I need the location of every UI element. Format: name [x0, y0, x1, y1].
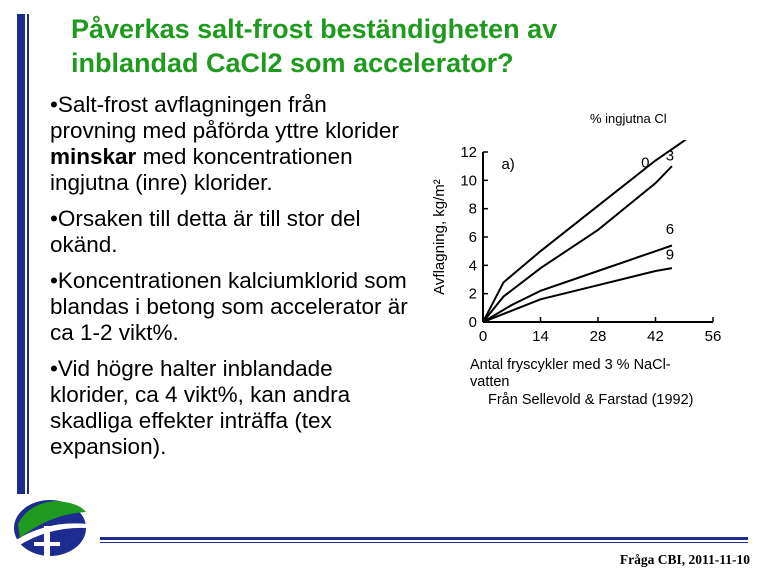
x-tick-label: 28: [589, 328, 607, 345]
bullet-item: [50, 92, 410, 196]
bullet-bold-text: minskar: [50, 144, 137, 169]
bullet-text: •Koncentrationen kalciumklorid som blandas i betong som accelerator är ca 1-2 vikt%.: [50, 268, 408, 345]
left-accent-bar: [17, 14, 25, 494]
y-tick-label: 4: [468, 257, 477, 275]
series-label-6: 6: [665, 221, 675, 239]
title-line-1: Påverkas salt-frost beständigheten av: [71, 14, 558, 44]
chart-caption: Antal fryscykler med 3 % NaCl-vatten: [470, 357, 671, 390]
series-line-3: [483, 166, 675, 322]
y-tick-label: 6: [468, 229, 477, 246]
panel-label: a): [501, 156, 515, 173]
y-axis-label: Avflagning, kg/m²: [431, 179, 448, 295]
y-tick-label: 0: [468, 314, 477, 331]
footer-rule: [100, 537, 748, 540]
y-tick-label: 2: [468, 285, 477, 303]
bullet-list: [50, 92, 410, 470]
bullet-text: •Vid högre halter inblandade klorider, ca 4 vikt%, kan andra skadliga effekter inträffa (tex expansion).: [50, 356, 351, 459]
series-label-0: 0: [641, 154, 650, 172]
series-label-9: 9: [665, 246, 675, 264]
slide-title: [71, 12, 751, 80]
chart-legend-title: % ingjutna Cl: [590, 111, 667, 126]
x-tick-label: 56: [704, 328, 722, 345]
x-tick-label: 42: [647, 328, 664, 345]
x-tick-label: 0: [478, 328, 488, 345]
x-tick-label: 14: [532, 328, 549, 345]
y-tick-label: 12: [460, 144, 477, 161]
y-tick-label: 8: [468, 200, 477, 218]
footer-rule-thin: [100, 542, 748, 543]
y-tick-label: 10: [460, 172, 477, 190]
scaling-chart: [428, 140, 728, 355]
series-label-3: 3: [665, 147, 675, 165]
footer-date: Fråga CBI, 2011-11-10: [619, 552, 750, 567]
bullet-text: med koncentrationen ingjutna (inre) klorider.: [50, 144, 353, 195]
bullet-item: [50, 268, 410, 346]
bullet-item: [50, 356, 410, 460]
title-line-2: inblandad CaCl2 som accelerator?: [71, 48, 514, 78]
bullet-text: •Salt-frost avflagningen från provning med påförda yttre klorider: [50, 92, 399, 143]
chart-source: Från Sellevold & Farstad (1992): [488, 392, 694, 408]
bullet-item: [50, 206, 410, 258]
company-logo: [8, 498, 98, 560]
bullet-text: •Orsaken till detta är till stor del okänd.: [50, 206, 361, 257]
